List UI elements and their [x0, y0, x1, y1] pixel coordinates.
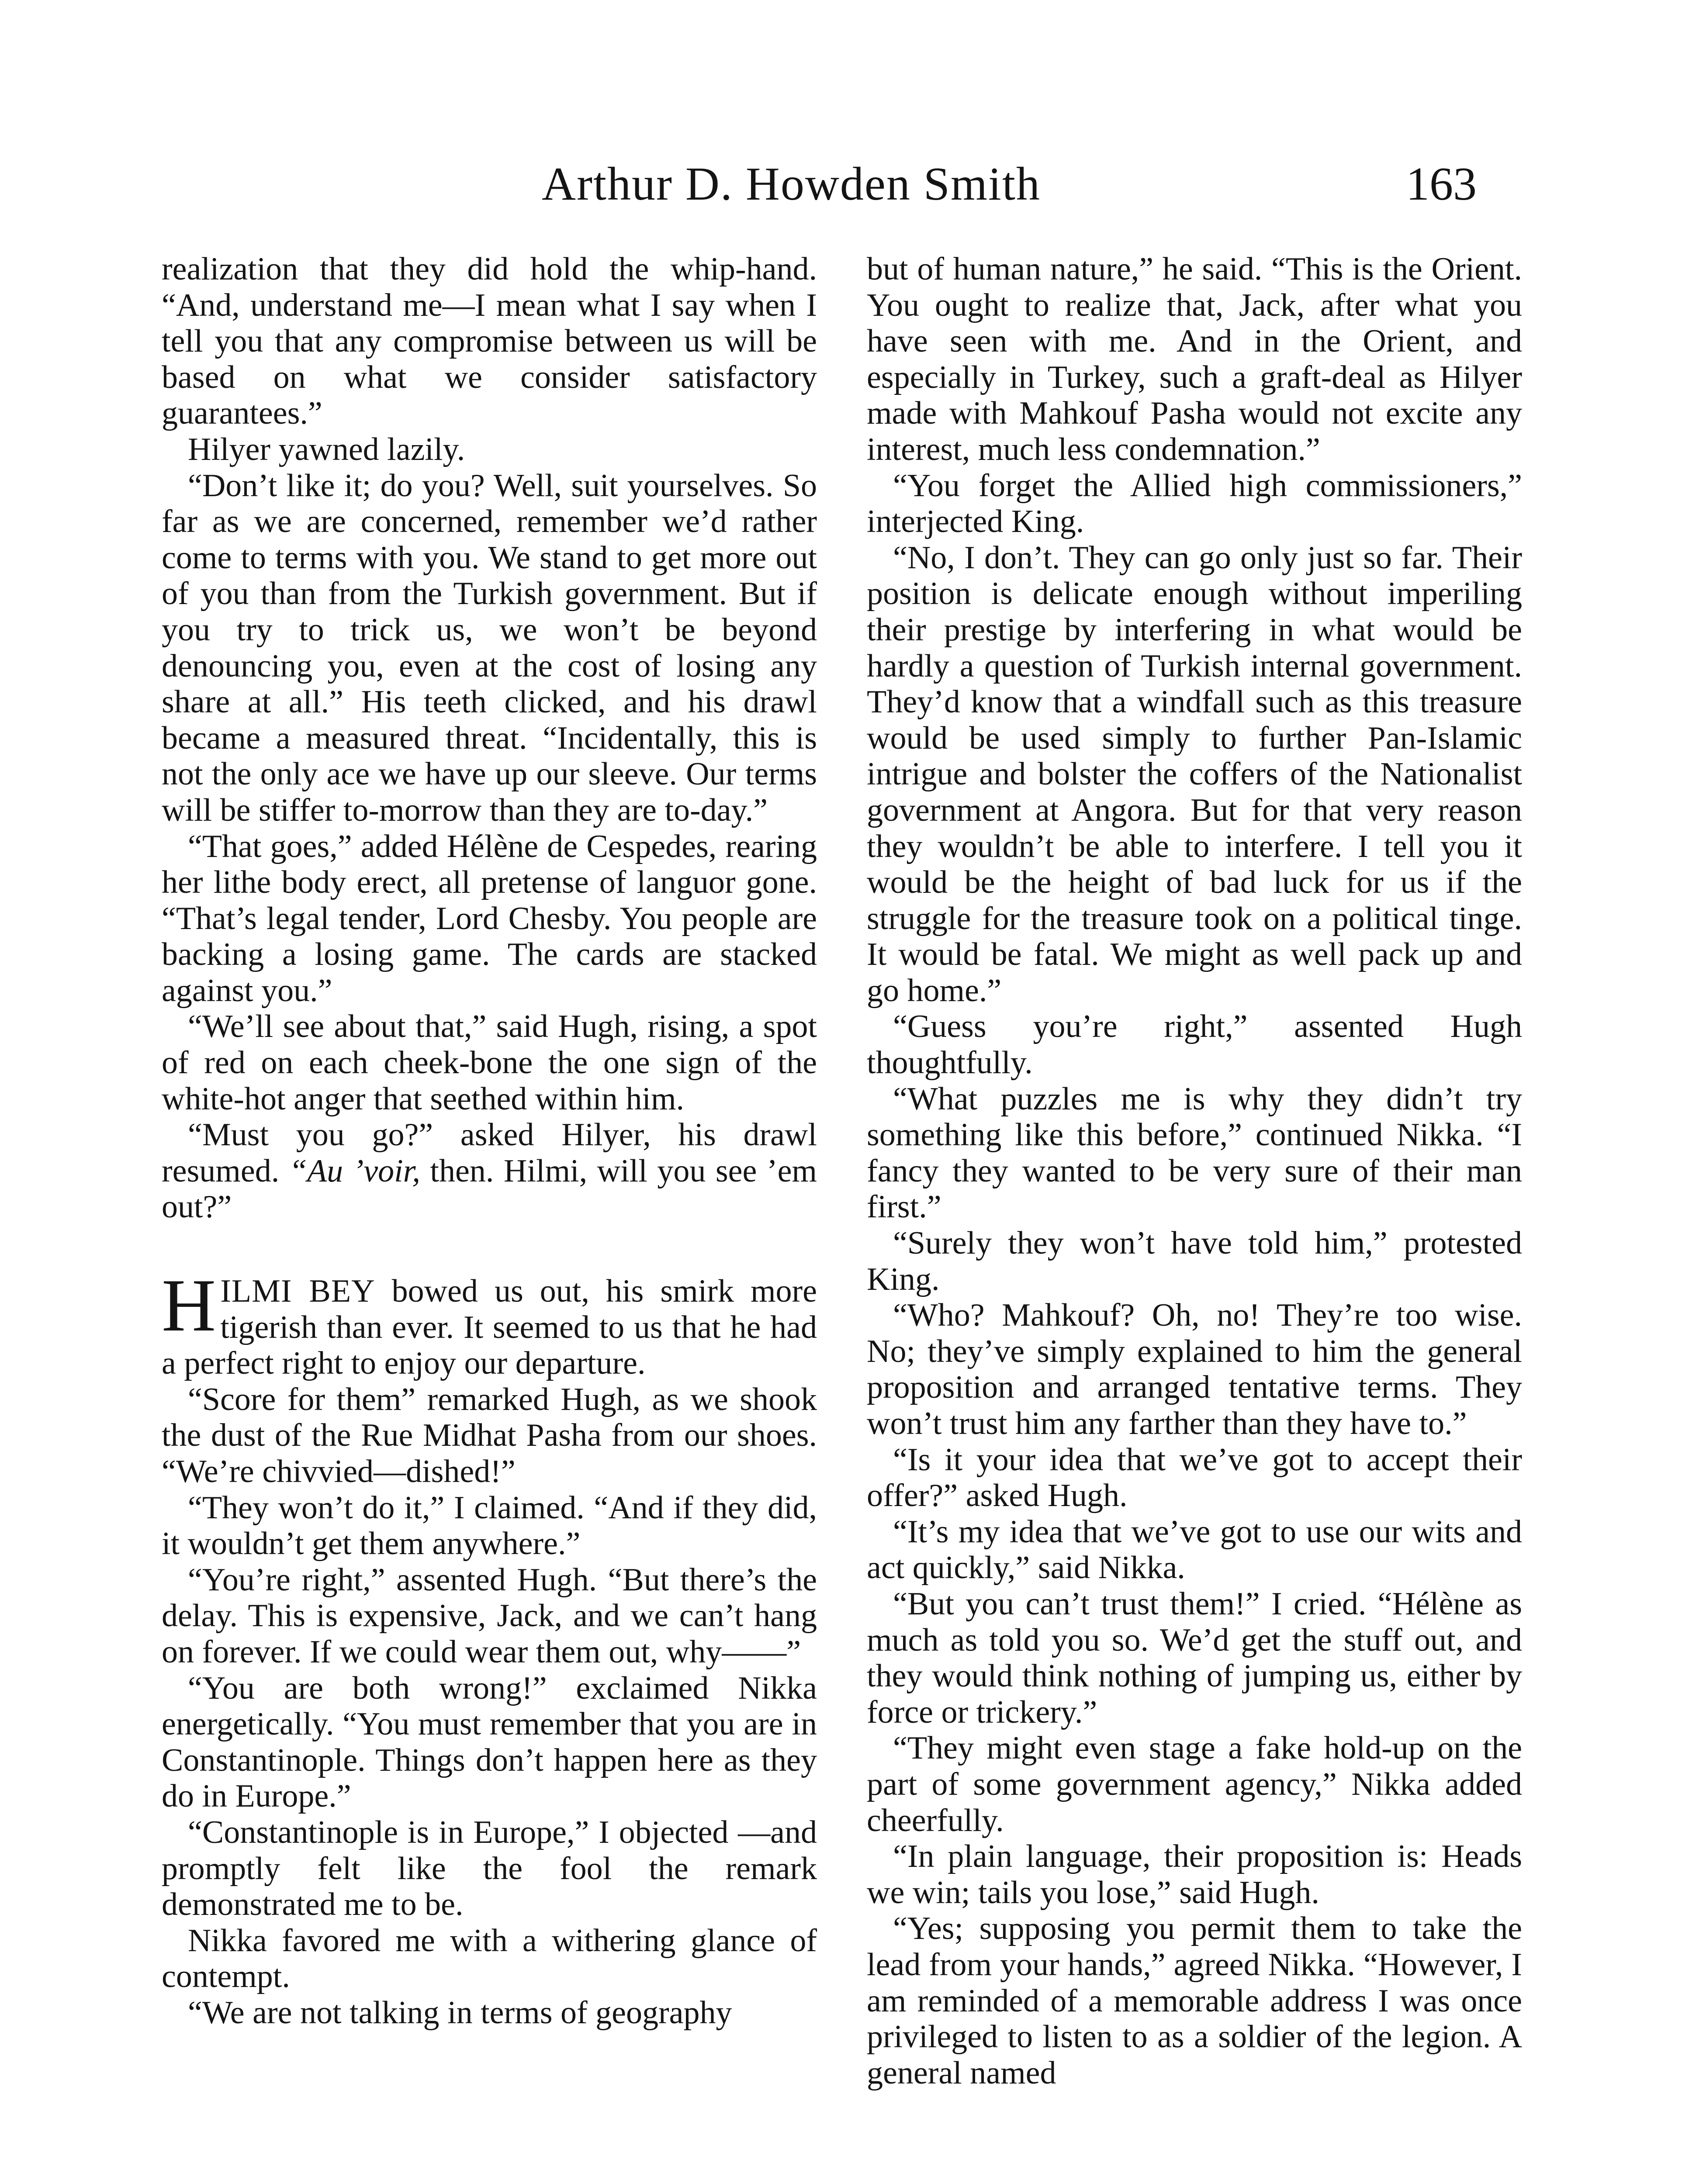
left-column-paragraphs: [162, 251, 817, 1225]
paragraph: “You forget the Allied high commissioners,” interjected King.: [867, 467, 1522, 540]
paragraph: “You are both wrong!” exclaimed Nikka energetically. “You must remember that you are in Constantinople. Things don’t happen here as they do in Europe.”: [162, 1670, 817, 1814]
paragraph: “It’s my idea that we’ve got to use our wits and act quickly,” said Nikka.: [867, 1514, 1522, 1586]
drop-cap: H: [162, 1264, 216, 1348]
paragraph: “Is it your idea that we’ve got to accept their offer?” asked Hugh.: [867, 1441, 1522, 1514]
paragraph: “They won’t do it,” I claimed. “And if they did, it wouldn’t get them anywhere.”: [162, 1489, 817, 1562]
italic-phrase: “Au ’voir,: [289, 1153, 420, 1189]
paragraph: Nikka favored me with a withering glance of contempt.: [162, 1922, 817, 1995]
paragraph: “That goes,” added Hélène de Cespedes, rearing her lithe body erect, all pretense of languor gone. “That’s legal tender, Lord Chesby. You people are backing a losing game. The cards are stacked against you.”: [162, 828, 817, 1009]
paragraph: but of human nature,” he said. “This is the Orient. You ought to realize that, Jack, after what you have seen with me. And in the Orient, and especially in Turkey, such a graft-deal as Hilyer made with Mahkouf Pasha would not excite any interest, much less condemnation.”: [867, 251, 1522, 467]
paragraph: “Constantinople is in Europe,” I objected —and promptly felt like the fool the remark demonstrated me to be.: [162, 1814, 817, 1923]
right-column: [867, 251, 1522, 2091]
paragraph: “Guess you’re right,” assented Hugh thoughtfully.: [867, 1009, 1522, 1081]
paragraph: “Must you go?” asked Hilyer, his drawl resumed. “Au ’voir, then. Hilmi, will you see ’em out?”: [162, 1117, 817, 1225]
section-opening-text: bowed us out, his smirk more tigerish than ever. It seemed to us that he had a perfect right to enjoy our departure.: [162, 1273, 817, 1382]
paragraph: “But you can’t trust them!” I cried. “Hélène as much as told you so. We’d get the stuff out, and they would think nothing of jumping us, either by force or trickery.”: [867, 1586, 1522, 1730]
paragraph: “In plain language, their proposition is: Heads we win; tails you lose,” said Hugh.: [867, 1838, 1522, 1911]
running-header-author: Arthur D. Howden Smith: [542, 158, 1041, 210]
paragraph: “Score for them” remarked Hugh, as we shook the dust of the Rue Midhat Pasha from our shoes. “We’re chivvied—dished!”: [162, 1381, 817, 1489]
page-number: 163: [1406, 158, 1477, 210]
paragraph: “We’ll see about that,” said Hugh, rising, a spot of red on each cheek-bone the one sign of the white-hot anger that seethed within him.: [162, 1009, 817, 1117]
left-column: [162, 251, 817, 2031]
paragraph: “You’re right,” assented Hugh. “But there’s the delay. This is expensive, Jack, and we can’t hang on forever. If we could wear them out, why——”: [162, 1562, 817, 1670]
running-header: [542, 157, 1477, 223]
paragraph: “They might even stage a fake hold-up on the part of some government agency,” Nikka added cheerfully.: [867, 1730, 1522, 1838]
paragraph: “We are not talking in terms of geography: [188, 1994, 732, 2031]
paragraph: “Don’t like it; do you? Well, suit yourselves. So far as we are concerned, remember we’d rather come to terms with you. We stand to get more out of you than from the Turkish government. But if you try to trick us, we won’t be beyond denouncing you, even at the cost of losing any share at all.” His teeth clicked, and his drawl became a measured threat. “Incidentally, this is not the only ace we have up our sleeve. Our terms will be stiffer to-morrow than they are to-day.”: [162, 467, 817, 828]
paragraph: “Yes; supposing you permit them to take the lead from your hands,” agreed Nikka. “However, I am reminded of a memorable address I was once privileged to listen to as a soldier of the legion. A general named: [867, 1911, 1522, 2091]
section-small-caps: ILMI BEY: [220, 1273, 375, 1310]
paragraph: Hilyer yawned lazily.: [188, 431, 465, 467]
paragraph: “No, I don’t. They can go only just so far. Their position is delicate enough without imperiling their prestige by interfering in what would be hardly a question of Turkish internal government. They’d know that a windfall such as this treasure would be used simply to further Pan-Islamic intrigue and bolster the coffers of the Nationalist government at Angora. But for that very reason they wouldn’t be able to interfere. I tell you it would be the height of bad luck for us if the struggle for the treasure took on a political tinge. It would be fatal. We might as well pack up and go home.”: [867, 539, 1522, 1009]
left-column-paragraphs-after: [162, 1382, 817, 2031]
paragraph: “Who? Mahkouf? Oh, no! They’re too wise. No; they’ve simply explained to him the general proposition and arranged tentative terms. They won’t trust him any farther than they have to.”: [867, 1297, 1522, 1441]
right-column-paragraphs: [867, 251, 1522, 2091]
section-opening-paragraph: [162, 1264, 817, 1382]
paragraph: “What puzzles me is why they didn’t try something like this before,” continued Nikka. “I fancy they wanted to be very sure of their man first.”: [867, 1081, 1522, 1225]
paragraph: “Surely they won’t have told him,” protested King.: [867, 1225, 1522, 1297]
paragraph: realization that they did hold the whip-hand. “And, understand me—I mean what I say when I tell you that any compromise between us will be based on what we consider satisfactory guarantees.”: [162, 251, 817, 432]
